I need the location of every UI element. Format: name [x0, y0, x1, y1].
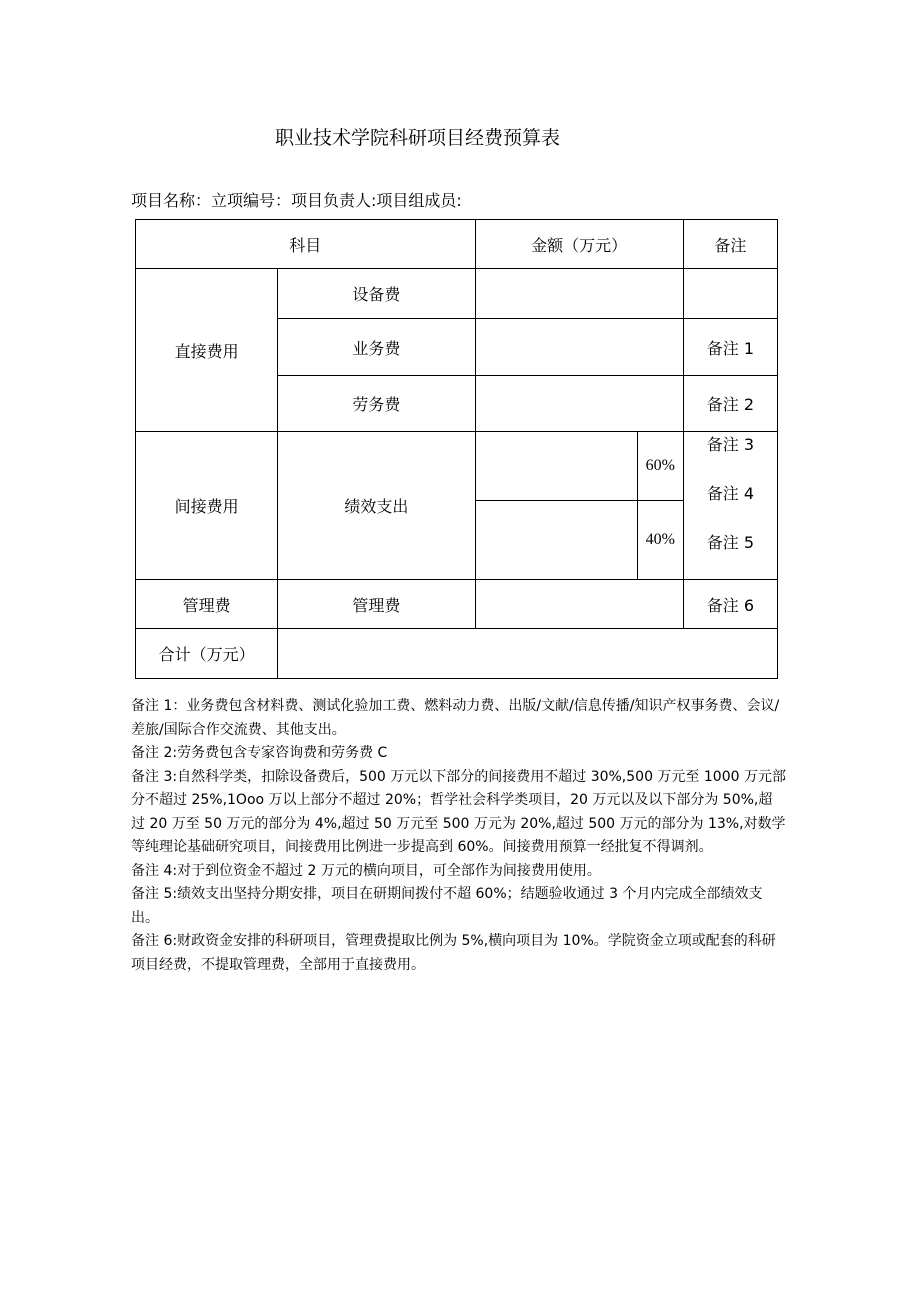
notes-section [131, 695, 786, 977]
performance-amount-2 [475, 501, 637, 580]
table-row [136, 432, 778, 501]
total-row [136, 629, 778, 679]
business-fee-remark: 备注 1 [683, 319, 777, 376]
percent-40: 40% [637, 501, 683, 580]
header-subject: 科目 [136, 220, 476, 269]
budget-table [135, 219, 778, 679]
business-fee-item: 业务费 [278, 319, 475, 376]
labor-fee-amount [475, 376, 683, 432]
note-4: 备注 4:对于到位资金不超过 2 万元的横向项目，可全部作为间接费用使用。 [131, 862, 601, 879]
management-category: 管理费 [136, 580, 278, 629]
business-fee-amount [475, 319, 683, 376]
remark-3: 备注 3 [706, 435, 755, 454]
note-6: 备注 6:财政资金安排的科研项目，管理费提取比例为 5%,横向项目为 10%。学院资金立项或配套的科研项目经费，不提取管理费，全部用于直接费用。 [131, 933, 776, 973]
equipment-fee-amount [475, 269, 683, 319]
total-label: 合计（万元） [136, 629, 278, 679]
header-remark: 备注 [683, 220, 777, 269]
remark-5: 备注 5 [706, 533, 755, 552]
note-1: 备注 1：业务费包含材料费、测试化验加工费、燃料动力费、出版/文献/信息传播/知识产权事务费、会议/差旅/国际合作交流费、其他支出。 [131, 698, 780, 738]
note-2: 备注 2:劳务费包含专家咨询费和劳务费 C [131, 745, 388, 761]
remark-4: 备注 4 [706, 484, 755, 503]
table-header-row [136, 220, 778, 269]
page-title: 职业技术学院科研项目经费预算表 [274, 127, 560, 149]
equipment-fee-remark [683, 269, 777, 319]
percent-60: 60% [637, 432, 683, 501]
management-fee-remark: 备注 6 [683, 580, 777, 629]
equipment-fee-item: 设备费 [278, 269, 475, 319]
management-fee-amount [475, 580, 683, 629]
indirect-cost-category: 间接费用 [136, 432, 278, 580]
header-amount: 金额（万元） [475, 220, 683, 269]
labor-fee-remark: 备注 2 [683, 376, 777, 432]
project-info-line: 项目名称：立项编号：项目负责人:项目组成员: [131, 191, 462, 210]
management-fee-item: 管理费 [278, 580, 475, 629]
total-amount [278, 629, 778, 679]
table-row [136, 580, 778, 629]
table-row [136, 269, 778, 319]
note-5: 备注 5:绩效支出坚持分期安排，项目在研期间拨付不超 60%；结题验收通过 3 个月内完成全部绩效支出。 [131, 886, 763, 926]
indirect-remarks [683, 432, 777, 580]
performance-expense-item: 绩效支出 [278, 432, 475, 580]
note-3: 备注 3:自然科学类，扣除设备费后，500 万元以下部分的间接费用不超过 30%,500 万元至 1000 万元部分不超过 25%,1Ooo 万以上部分不超过 20%；哲学社会科学类项目，20 万元以及以下部分为 50%,超过 20 万至 50 万元的部分为 4%,超过 50 万元至 500 万元为 20%,超过 500 万元的部分为 13%,对数学等纯理论基础研究项目，间接费用比例进一步提高到 60%。间接费用预算一经批复不得调剂。 [131, 768, 786, 855]
labor-fee-item: 劳务费 [278, 376, 475, 432]
performance-amount-1 [475, 432, 637, 501]
direct-cost-category: 直接费用 [136, 269, 278, 432]
